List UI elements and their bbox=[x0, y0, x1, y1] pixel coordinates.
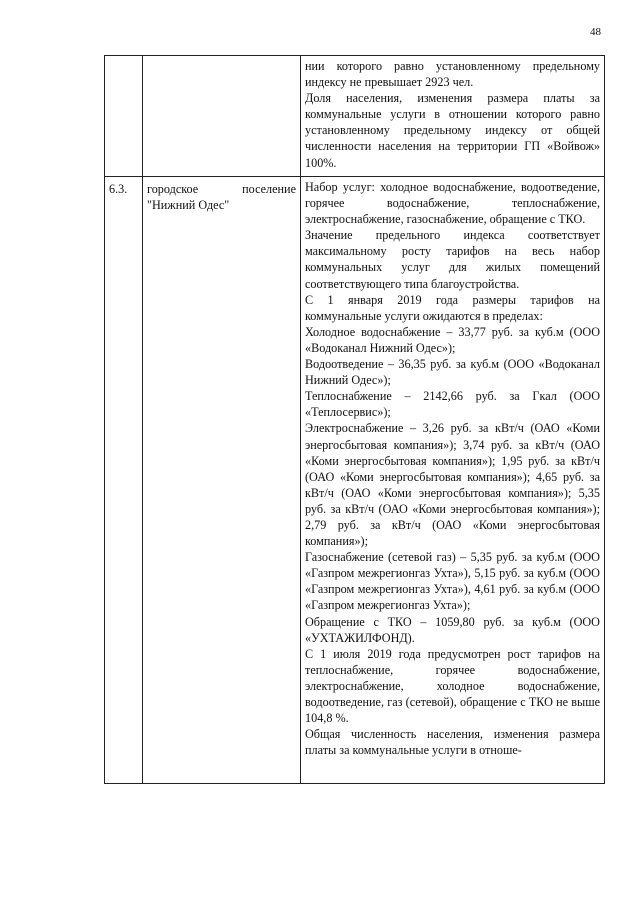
paragraph: С 1 января 2019 года размеры тарифов на коммунальные услуги ожидаются в пределах: bbox=[305, 292, 600, 323]
paragraph: Обращение с ТКО – 1059,80 руб. за куб.м (ООО «УХТАЖИЛФОНД). bbox=[305, 614, 600, 645]
paragraph: Общая численность населения, изменения размера платы за коммунальные услуги в отноше- bbox=[305, 727, 600, 758]
page-number: 48 bbox=[590, 26, 601, 38]
paragraph: Газоснабжение (сетевой газ) – 5,35 руб. за куб.м (ООО «Газпром межрегионгаз Ухта»), 5,15 руб. за куб.м (ООО «Газпром межрегионгаз Ухта»), 4,61 руб. за куб.м (ООО «Газпром межрегионгаз Ухта»); bbox=[305, 550, 600, 613]
table-row bbox=[105, 177, 605, 784]
paragraph: Электроснабжение – 3,26 руб. за кВт/ч (ОАО «Коми энергосбытовая компания»); 3,74 руб. за кВт/ч (ОАО «Коми энергосбытовая компания»); 1,95 руб. за кВт/ч (ОАО «Коми энергосбытовая компания»); 4,65 руб. за кВт/ч (ОАО «Коми энергосбытовая компания»); 5,35 руб. за кВт/ч (ОАО «Коми энергосбытовая компания»); 2,79 руб. за кВт/ч (ОАО «Коми энергосбытовая компания»); bbox=[305, 421, 600, 549]
municipality-name-cell: городское поселение "Нижний Одес" bbox=[143, 177, 301, 784]
municipality-name-cell bbox=[143, 56, 301, 177]
paragraph: Холодное водоснабжение – 33,77 руб. за куб.м (ООО «Водоканал Нижний Одес»); bbox=[305, 324, 600, 355]
paragraph: Доля населения, изменения размера платы за коммунальные услуги в отношении которого равно установленному предельному индексу от общей численности населения на территории ГП «Войвож» 100%. bbox=[305, 91, 600, 170]
description-cell bbox=[301, 177, 605, 784]
paragraph: нии которого равно установленному предельному индексу не превышает 2923 чел. bbox=[305, 59, 600, 90]
paragraph: Набор услуг: холодное водоснабжение, водоотведение, горячее водоснабжение, теплоснабжение, электроснабжение, газоснабжение, обращение с ТКО. bbox=[305, 180, 600, 227]
municipality-tariff-table bbox=[104, 55, 605, 784]
paragraph: Значение предельного индекса соответствует максимальному росту тарифов на весь набор коммунальных услуг для жилых помещений соответствующего типа благоустройства. bbox=[305, 228, 600, 291]
description-cell bbox=[301, 56, 605, 177]
row-number-cell: 6.3. bbox=[105, 177, 143, 784]
paragraph: С 1 июля 2019 года предусмотрен рост тарифов на теплоснабжение, горячее водоснабжение, электроснабжение, холодное водоснабжение, водоотведение, газ (сетевой), обращение с ТКО не выше 104,8 %. bbox=[305, 646, 600, 726]
table-row bbox=[105, 56, 605, 177]
paragraph: Водоотведение – 36,35 руб. за куб.м (ООО «Водоканал Нижний Одес»); bbox=[305, 357, 600, 388]
paragraph: Теплоснабжение – 2142,66 руб. за Гкал (ООО «Теплосервис»); bbox=[305, 389, 600, 420]
row-number-cell bbox=[105, 56, 143, 177]
